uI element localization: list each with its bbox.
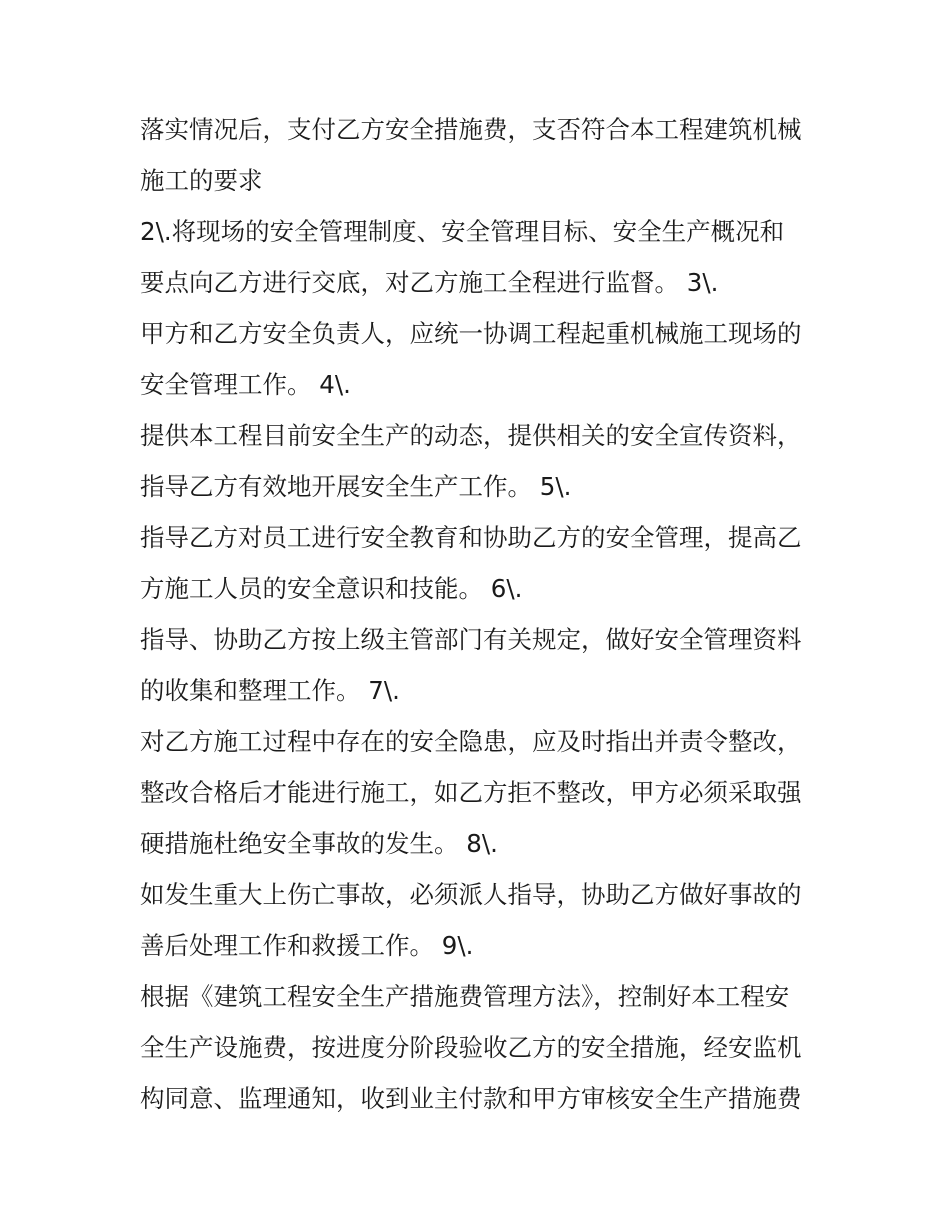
text-line: 根据《建筑工程安全生产措施费管理方法》，控制好本工程安 [140, 982, 790, 1011]
text-line: 落实情况后，支付乙方安全措施费，支否符合本工程建筑机械 [140, 115, 802, 144]
text-line: 提供本工程目前安全生产的动态，提供相关的安全宣传资料， [140, 421, 802, 450]
text-line: 对乙方施工过程中存在的安全隐患，应及时指出并责令整改， [140, 727, 802, 756]
text-line: 善后处理工作和救援工作。 9\. [140, 931, 474, 960]
text-line: 全生产设施费，按进度分阶段验收乙方的安全措施，经安监机 [140, 1033, 802, 1062]
text-line: 的收集和整理工作。 7\. [140, 676, 400, 705]
text-line: 指导、协助乙方按上级主管部门有关规定，做好安全管理资料 [140, 625, 802, 654]
text-line: 构同意、监理通知，收到业主付款和甲方审核安全生产措施费 [140, 1084, 802, 1113]
text-line: 要点向乙方进行交底，对乙方施工全程进行监督。 3\. [140, 268, 719, 297]
text-line: 如发生重大上伤亡事故，必须派人指导，协助乙方做好事故的 [140, 880, 802, 909]
text-line: 整改合格后才能进行施工，如乙方拒不整改，甲方必须采取强 [140, 778, 802, 807]
text-line: 安全管理工作。 4\. [140, 370, 351, 399]
text-line: 2\.将现场的安全管理制度、安全管理目标、安全生产概况和 [140, 217, 785, 246]
text-line: 指导乙方对员工进行安全教育和协助乙方的安全管理，提高乙 [140, 523, 802, 552]
text-line: 甲方和乙方安全负责人，应统一协调工程起重机械施工现场的 [140, 319, 802, 348]
body-text [140, 104, 830, 1124]
text-line: 硬措施杜绝安全事故的发生。 8\. [140, 829, 498, 858]
text-line: 施工的要求 [140, 166, 263, 195]
text-line: 指导乙方有效地开展安全生产工作。 5\. [140, 472, 572, 501]
text-line: 方施工人员的安全意识和技能。 6\. [140, 574, 523, 603]
